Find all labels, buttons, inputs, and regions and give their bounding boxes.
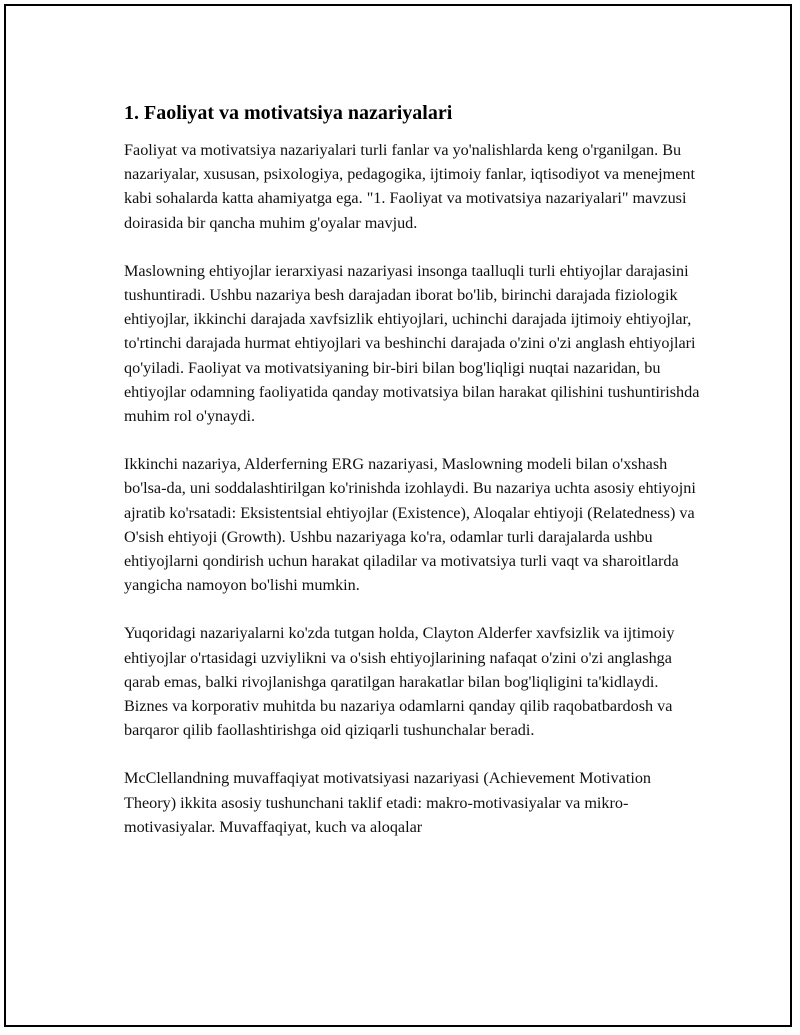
paragraph-maslow: Maslowning ehtiyojlar ierarxiyasi nazariyasi insonga taalluqli turli ehtiyojlar darajasini tushuntiradi. Ushbu nazariya besh darajadan iborat bo'lib, birinchi darajada fiziologik ehtiyojlar, ikkinchi darajada xavfsizlik ehtiyojlari, uchinchi darajada ijtimoiy ehtiyojlar, to'rtinchi darajada hurmat ehtiyojlari va beshinchi darajada o'zini o'zi anglash ehtiyojlari qo'yiladi. Faoliyat va motivatsiyaning bir-biri bilan bog'liqligi nuqtai nazaridan, bu ehtiyojlar odamning faoliyatida qanday motivatsiya bilan harakat qilishini tushuntirishda muhim rol o'ynaydi. (124, 261, 700, 426)
document-page (4, 4, 792, 1027)
document-body (124, 98, 704, 863)
paragraph-alderfer: Yuqoridagi nazariyalarni ko'zda tutgan holda, Clayton Alderfer xavfsizlik va ijtimoiy ehtiyojlar o'rtasidagi uzviylikni va o'sish ehtiyojlarining nafaqat o'zini o'zi anglashga qarab emas, balki rivojlanishga qaratilgan harakatlar bilan bog'liqligini ta'kidlaydi. Biznes va korporativ muhitda bu nazariya odamlarni qanday qilib raqobatbardosh va barqaror qilib faollashtirishga oid qiziqarli tushunchalar beradi. (124, 624, 675, 740)
paragraph-mcclelland: McClellandning muvaffaqiyat motivatsiyasi nazariyasi (Achievement Motivation Theory) ikkita asosiy tushunchani taklif etadi: makro-motivasiyalar va mikro-motivasiyalar. Muvaffaqiyat, kuch va aloqalar (124, 769, 652, 836)
section-heading: 1. Faoliyat va motivatsiya nazariyalari (124, 102, 453, 124)
paragraph-intro: Faoliyat va motivatsiya nazariyalari turli fanlar va yo'nalishlarda keng o'rganilgan. Bu nazariyalar, xususan, psixologiya, pedagogika, ijtimoiy fanlar, iqtisodiyot va menejment kabi sohalarda katta ahamiyatga ega. "1. Faoliyat va motivatsiya nazariyalari" mavzusi doirasida bir qancha muhim g'oyalar mavjud. (124, 141, 695, 232)
paragraph-erg: Ikkinchi nazariya, Alderferning ERG nazariyasi, Maslowning modeli bilan o'xshash bo'lsa-da, uni soddalashtirilgan ko'rinishda izohlaydi. Bu nazariya uchta asosiy ehtiyojni ajratib ko'rsatadi: Eksistentsial ehtiyojlar (Existence), Aloqalar ehtiyoji (Relatedness) va O'sish ehtiyoji (Growth). Ushbu nazariyaga ko'ra, odamlar turli darajalarda ushbu ehtiyojlarni qondirish uchun harakat qiladilar va motivatsiya turli vaqt va sharoitlarda yangicha namoyon bo'lishi mumkin. (124, 455, 696, 595)
